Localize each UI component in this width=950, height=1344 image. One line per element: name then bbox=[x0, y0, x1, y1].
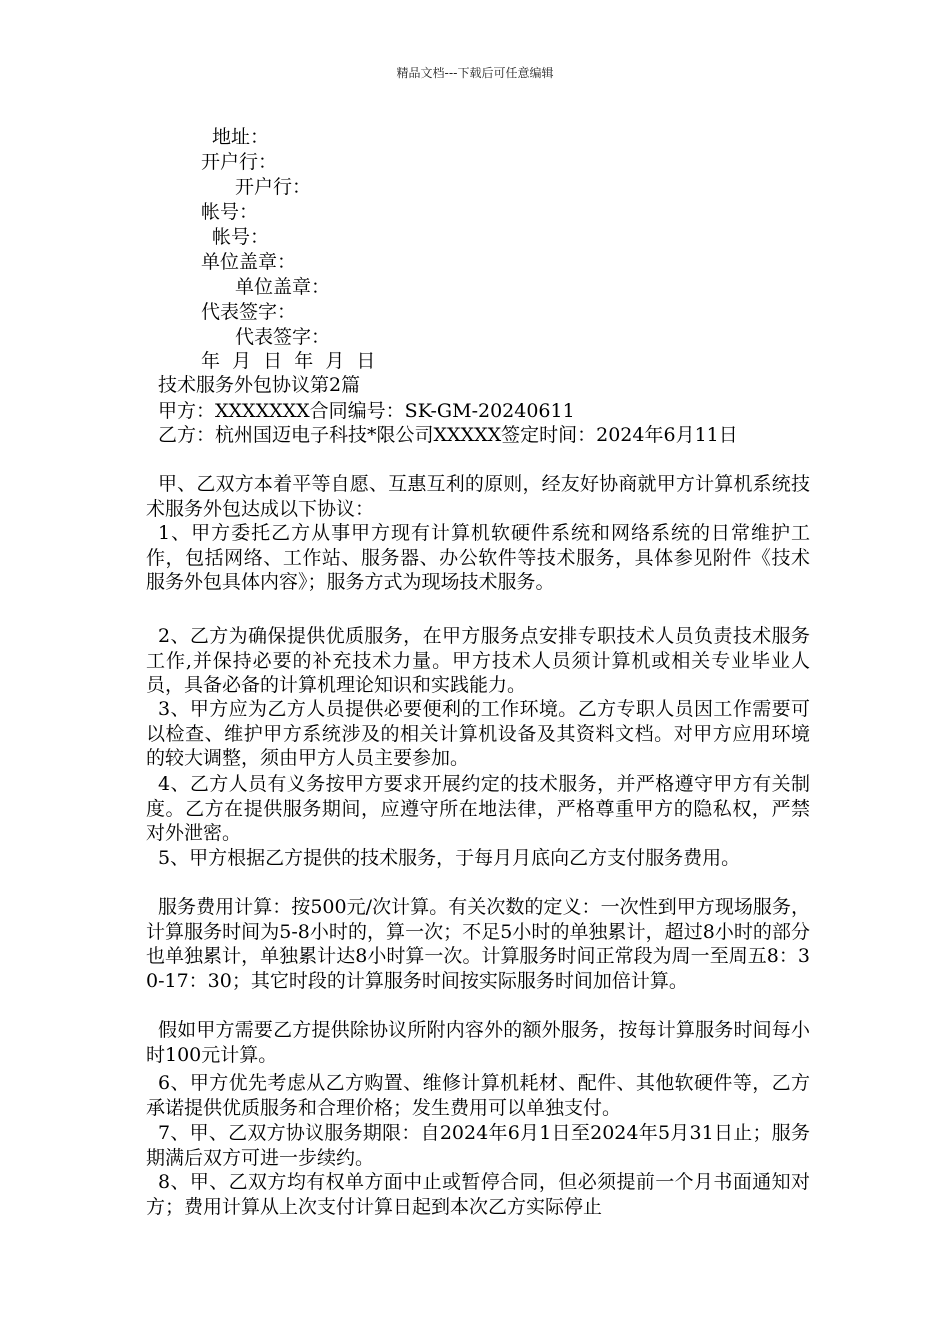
bank-label-a: 开户行： bbox=[201, 151, 278, 173]
intro-paragraph: 甲、乙双方本着平等自愿、互惠互利的原则，经友好协商就甲方计算机系统技术服务外包达成以下协议： bbox=[146, 473, 810, 520]
extra-service-paragraph: 假如甲方需要乙方提供除协议所附内容外的额外服务，按每计算服务时间每小时100元计算。 bbox=[146, 1019, 810, 1066]
account-label-b: 帐号： bbox=[212, 226, 270, 248]
seal-label-b: 单位盖章： bbox=[235, 276, 331, 298]
address-label: 地址： bbox=[212, 126, 270, 148]
seal-label-a: 单位盖章： bbox=[201, 251, 297, 273]
clause-2: 2、乙方为确保提供优质服务，在甲方服务点安排专职技术人员负责技术服务工作,并保持必要的补充技术力量。甲方技术人员须计算机或相关专业毕业人员，具备必备的计算机理论知识和实践能力。 bbox=[146, 625, 810, 696]
representative-label-b: 代表签字： bbox=[235, 326, 331, 348]
bank-label-b: 开户行： bbox=[235, 176, 312, 198]
clause-6: 6、甲方优先考虑从乙方购置、维修计算机耗材、配件、其他软硬件等，乙方承诺提供优质服务和合理价格；发生费用可以单独支付。 bbox=[146, 1072, 810, 1119]
party-b-line: 乙方：杭州国迈电子科技*限公司XXXXX签定时间：2024年6月11日 bbox=[158, 424, 738, 446]
clause-4: 4、乙方人员有义务按甲方要求开展约定的技术服务，并严格遵守甲方有关制度。乙方在提供服务期间，应遵守所在地法律，严格尊重甲方的隐私权，严禁对外泄密。 bbox=[146, 773, 810, 844]
clause-7: 7、甲、乙双方协议服务期限：自2024年6月1日至2024年5月31日止；服务期满后双方可进一步续约。 bbox=[146, 1122, 810, 1169]
party-a-line: 甲方：XXXXXXX合同编号：SK-GM-20240611 bbox=[158, 400, 575, 422]
representative-label-a: 代表签字： bbox=[201, 301, 297, 323]
clause-5: 5、甲方根据乙方提供的技术服务，于每月月底向乙方支付服务费用。 bbox=[158, 847, 741, 869]
date-line: 年 月 日 年 月 日 bbox=[201, 350, 376, 372]
account-label-a: 帐号： bbox=[201, 201, 259, 223]
clause-1: 1、甲方委托乙方从事甲方现有计算机软硬件系统和网络系统的日常维护工作，包括网络、工作站、服务器、办公软件等技术服务，具体参见附件《技术服务外包具体内容》；服务方式为现场技术服务。 bbox=[146, 522, 810, 593]
page-header: 精品文档---下载后可任意编辑 bbox=[396, 66, 554, 80]
fee-calculation-paragraph: 服务费用计算：按500元/次计算。有关次数的定义：一次性到甲方现场服务，计算服务时间为5-8小时的，算一次；不足5小时的单独累计，超过8小时的部分也单独累计，单独累计达8小时算一次。计算服务时间正常段为周一至周五8：30-17：30；其它时段的计算服务时间按实际服务时间加倍计算。 bbox=[146, 896, 810, 992]
clause-8: 8、甲、乙双方均有权单方面中止或暂停合同，但必须提前一个月书面通知对方；费用计算从上次支付计算日起到本次乙方实际停止 bbox=[146, 1171, 810, 1218]
contract-title: 技术服务外包协议第2篇 bbox=[158, 374, 361, 396]
clause-3: 3、甲方应为乙方人员提供必要便利的工作环境。乙方专职人员因工作需要可以检查、维护甲方系统涉及的相关计算机设备及其资料文档。对甲方应用环境的较大调整，须由甲方人员主要参加。 bbox=[146, 698, 810, 769]
